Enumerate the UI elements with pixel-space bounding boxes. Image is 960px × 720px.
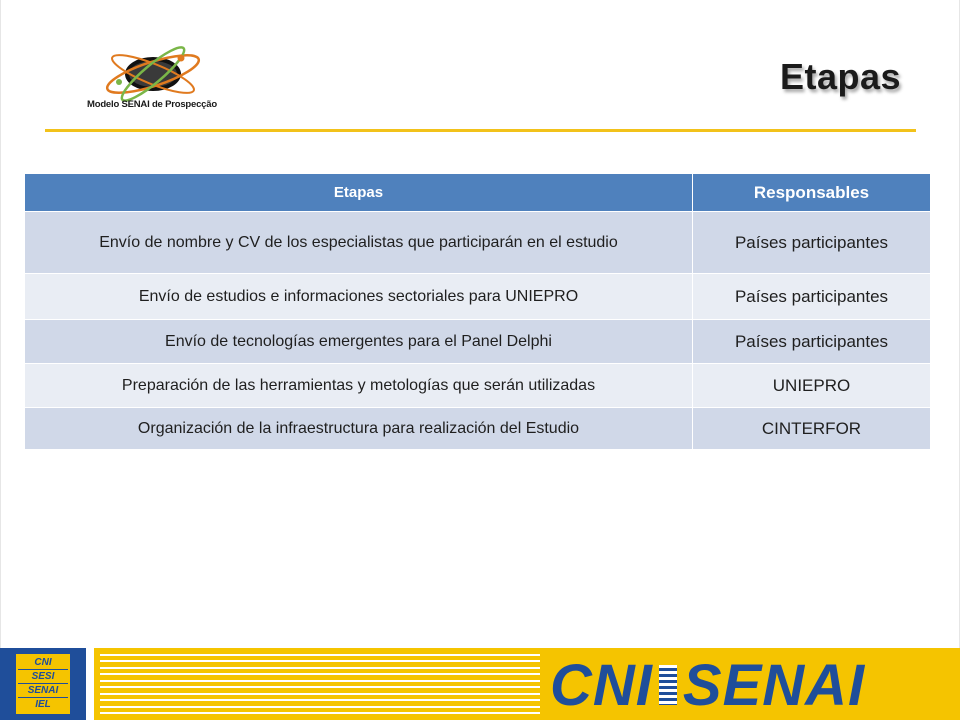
header-etapas: Etapas — [25, 174, 693, 212]
table-row — [25, 212, 931, 274]
table-row — [25, 274, 931, 320]
table-row — [25, 408, 931, 450]
cni-senai-brand — [550, 654, 950, 716]
etapa-cell: Envío de tecnologías emergentes para el Panel Delphi — [25, 320, 693, 364]
brand-senai: SENAI — [682, 652, 866, 718]
logo-caption: Modelo SENAI de Prospecção — [87, 99, 217, 110]
footer-stripes — [100, 654, 540, 714]
responsable-cell: UNIEPRO — [693, 364, 931, 408]
etapa-cell: Organización de la infraestructura para realización del Estudio — [25, 408, 693, 450]
header-responsables: Responsables — [693, 174, 931, 212]
etapa-cell: Envío de estudios e informaciones sectoriales para UNIEPRO — [25, 274, 693, 320]
brand-cni: CNI — [550, 652, 653, 718]
responsable-cell: Países participantes — [693, 274, 931, 320]
table-row — [25, 364, 931, 408]
responsable-cell: Países participantes — [693, 212, 931, 274]
badge-iel: IEL — [35, 699, 51, 711]
etapa-cell: Preparación de las herramientas y metologías que serán utilizadas — [25, 364, 693, 408]
title-divider — [45, 129, 916, 132]
institution-badge — [16, 654, 70, 714]
footer-banner — [0, 648, 960, 720]
etapa-cell: Envío de nombre y CV de los especialistas que participarán en el estudio — [25, 212, 693, 274]
table-header-row — [25, 174, 931, 212]
brand-separator — [659, 665, 677, 705]
badge-sesi: SESI — [18, 671, 68, 684]
badge-senai: SENAI — [18, 685, 68, 698]
responsable-cell: Países participantes — [693, 320, 931, 364]
table-row — [25, 320, 931, 364]
etapas-table — [24, 173, 931, 450]
footer-badge-panel — [0, 648, 86, 720]
slide-title: Etapas — [779, 56, 901, 97]
badge-cni: CNI — [18, 657, 68, 670]
responsable-cell: CINTERFOR — [693, 408, 931, 450]
